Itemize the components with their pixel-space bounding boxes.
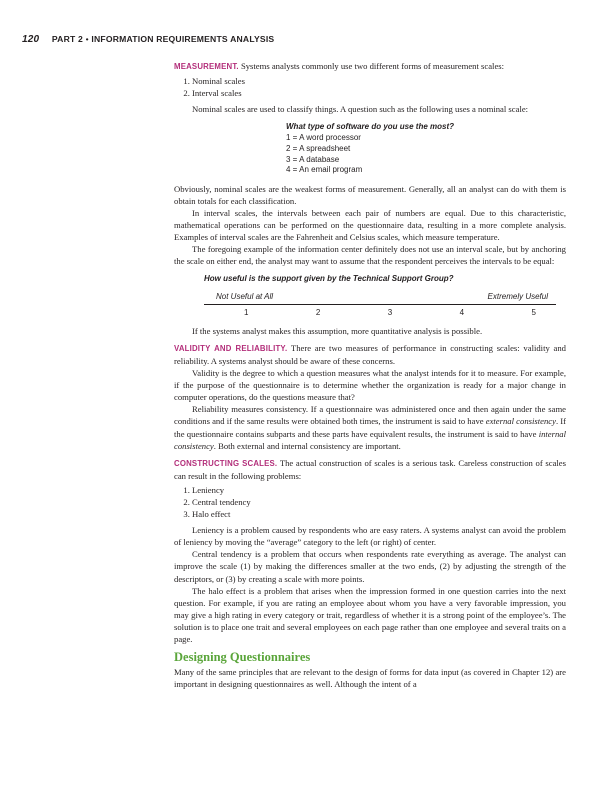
question-option: 4 = An email program (286, 165, 363, 175)
interval-question (204, 273, 556, 319)
problems-list (174, 484, 566, 520)
scale-value: 4 (459, 307, 465, 317)
question-option: 3 = A database (286, 154, 340, 164)
paragraph: The foregoing example of the information center definitely does not use an interval scale, but by anchoring the scale on either end, the analyst may want to assume that the respondent perceives the intervals to be equal: (174, 244, 566, 267)
scale-value: 3 (387, 307, 393, 317)
emphasis-internal: internal consistency (174, 428, 566, 451)
running-header (22, 34, 582, 45)
paragraph: Central tendency is a problem that occurs when respondents rate everything as average. The analyst can improve the scale (1) by making the differences smaller at the two ends, (2) by adjusting the strength of the descriptors, or (3) by creating a scale with more points. (174, 549, 566, 584)
scale-numbers (204, 305, 556, 319)
paragraph: Many of the same principles that are relevant to the design of forms for data input (as covered in Chapter 12) are important in designing questionnaires as well. Although the intent of a (174, 667, 566, 690)
part-label: PART 2 (51, 34, 84, 44)
paragraph: If the systems analyst makes this assumption, more quantitative analysis is possible. (192, 325, 483, 336)
page-number: 120 (22, 34, 40, 45)
scale-value: 5 (531, 307, 536, 317)
nominal-question (286, 121, 566, 175)
question-option: 2 = A spreadsheet (286, 144, 351, 154)
question-title: What type of software do you use the most? (286, 122, 455, 132)
constructing-intro: CONSTRUCTING SCALES. The actual construction of scales is a serious task. Careless construction of scales can result in the following problems: (174, 457, 566, 481)
scale-value: 1 (244, 307, 249, 317)
list-item: 1. Leniency (192, 484, 566, 496)
reliability-paragraph: Reliability measures consistency. If a questionnaire was administered once and then again under the same conditions and if the same results were obtained both times, the instrument is said to have external consistency. If the questionnaire contains subparts and these parts have equivalent results, the instrument is said to have internal consistency. Both external and internal consistency are important. (174, 404, 567, 451)
paragraph: Obviously, nominal scales are the weakest forms of measurement. Generally, all an analyst can do with them is obtain totals for each classification. (174, 183, 566, 206)
list-item: 3. Halo effect (192, 508, 566, 520)
list-item: 1. Nominal scales (192, 75, 566, 87)
list-item: 2. Interval scales (192, 87, 566, 99)
nominal-intro: Nominal scales are used to classify things. A question such as the following uses a nominal scale: (192, 104, 529, 115)
constructing-heading: CONSTRUCTING SCALES. (174, 458, 278, 468)
measurement-heading: MEASUREMENT. (174, 62, 239, 71)
scale-anchors (204, 291, 556, 305)
paragraph: Validity is the degree to which a question measures what the analyst intends for it to measure. For example, if the purpose of the questionnaire is to determine whether the organization is ready for a major change in computer operations, do the questions measure that? (174, 368, 566, 403)
measurement-intro: MEASUREMENT. Systems analysts commonly use two different forms of measurement scales: (174, 61, 505, 71)
measurement-list (174, 75, 566, 99)
section-label: INFORMATION REQUIREMENTS ANALYSIS (91, 34, 275, 44)
main-column (174, 60, 566, 690)
section-heading: Designing Questionnaires (174, 650, 311, 665)
right-anchor: Extremely Useful (487, 291, 548, 301)
validity-heading: VALIDITY AND RELIABILITY. (174, 343, 288, 353)
question-title: How useful is the support given by the Technical Support Group? (204, 273, 454, 283)
validity-intro: VALIDITY AND RELIABILITY. There are two measures of performance in constructing scales: validity and reliability. A systems analyst should be aware of these concerns. (174, 342, 566, 366)
question-option: 1 = A word processor (286, 133, 361, 143)
scale-value: 2 (315, 307, 321, 317)
emphasis-external: external consistency (485, 416, 556, 427)
paragraph: In interval scales, the intervals between each pair of numbers are equal. Due to this characteristic, mathematical operations can be performed on the questionnaire data, resulting in a more complete analysis. Examples of interval scales are the Fahrenheit and Celsius scales, which measure temperature. (174, 208, 566, 243)
paragraph: Leniency is a problem caused by respondents who are easy raters. A systems analyst can avoid the problem of leniency by moving the “average” category to the left (or right) of center. (174, 525, 566, 548)
header-bullet: • (85, 34, 89, 44)
left-anchor: Not Useful at All (216, 291, 274, 301)
list-item: 2. Central tendency (192, 496, 566, 508)
paragraph: The halo effect is a problem that arises when the impression formed in one question carries into the next question. For example, if you are rating an employee about whom you have a very favorable impression, you may give a high rating in every category or trait, regardless of whether it is a strong point of the employee’s. The solution is to place one trait and several employees on each page rather than one employee and several traits on a page. (174, 585, 566, 645)
